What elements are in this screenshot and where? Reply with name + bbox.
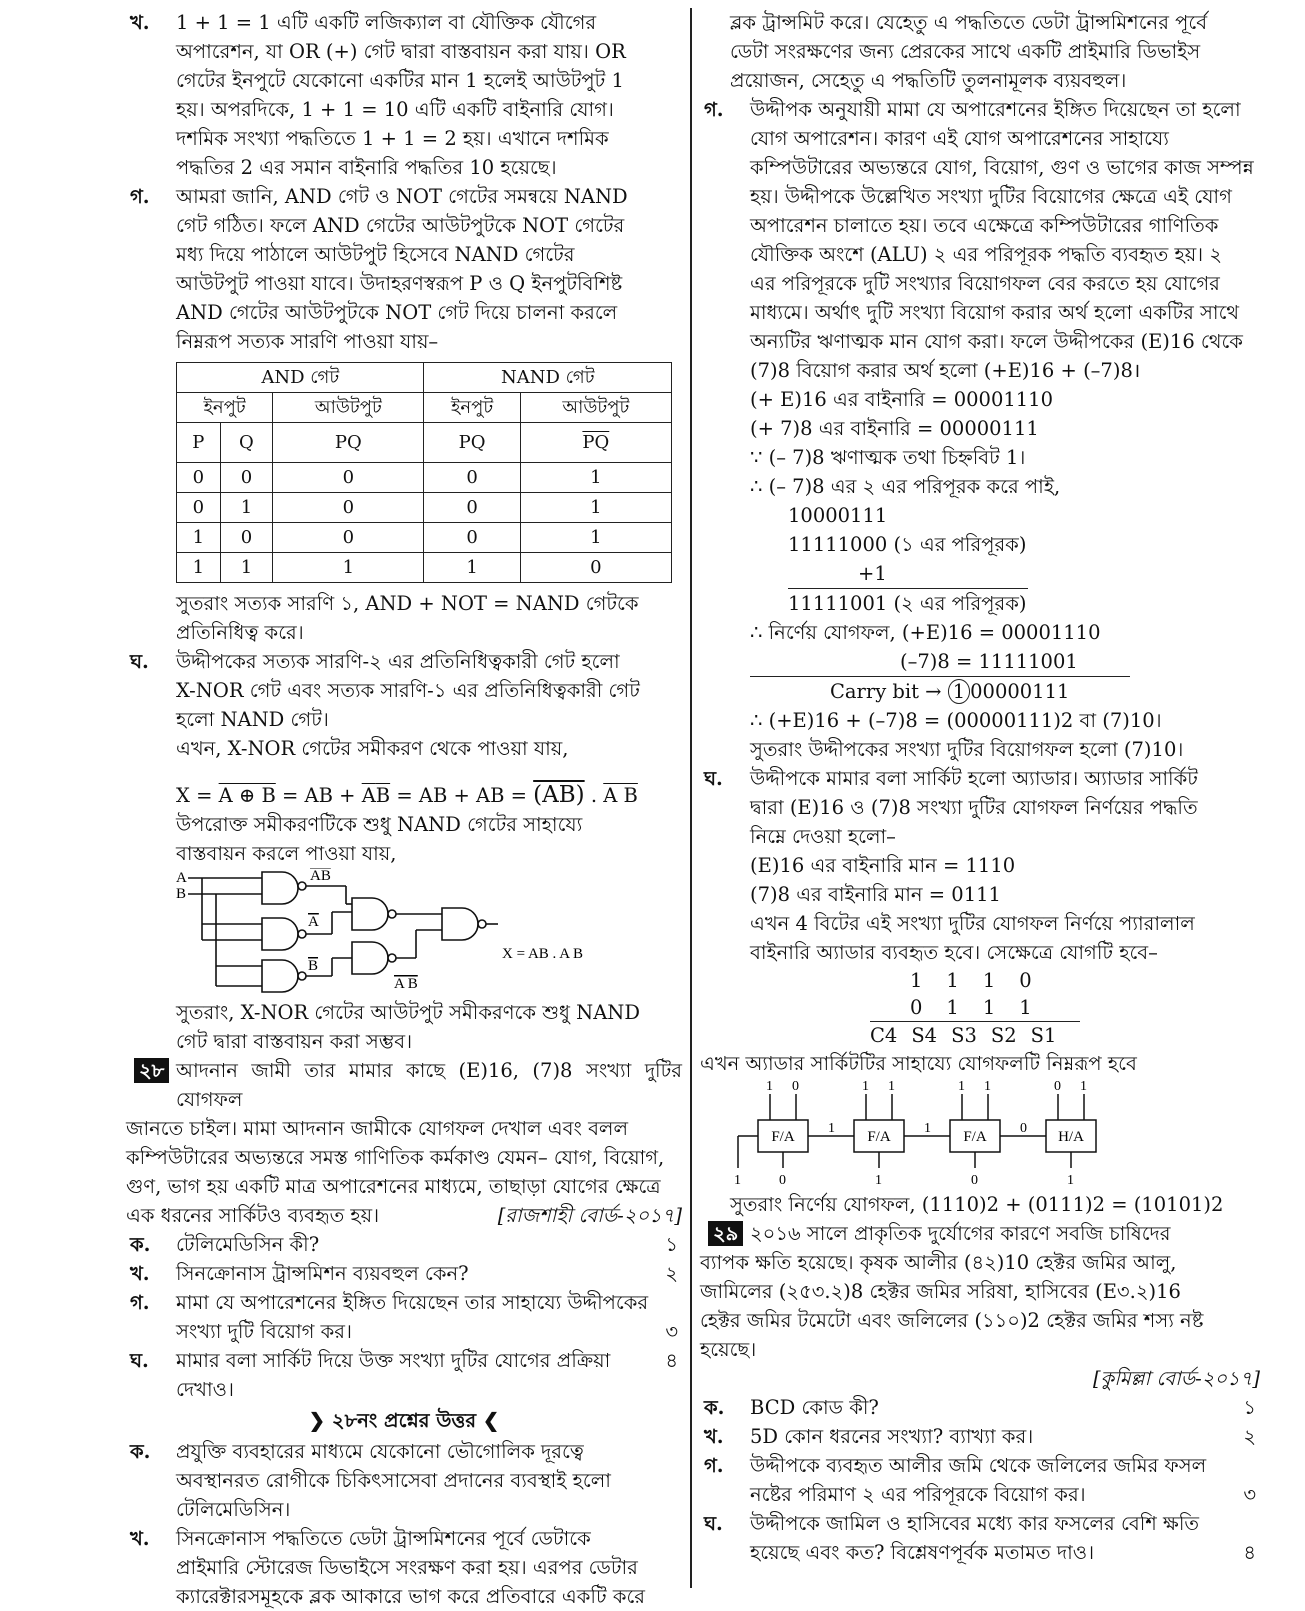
table-subheader: আউটপুট — [520, 393, 671, 423]
text-line: এখন 4 বিটের এই সংখ্যা দুটির যোগফল নির্ণয়ে প্যারালাল — [750, 912, 1195, 935]
carry-value: 0 — [1020, 1121, 1027, 1136]
item-label: খ. — [130, 1262, 150, 1285]
question-29 — [700, 1219, 1260, 1248]
item-label: ক. — [704, 1396, 725, 1419]
text-line: হয়েছে। — [700, 1338, 757, 1361]
table-cell: 1 — [520, 493, 671, 523]
text-line: জানতে চাইল। মামা আদনান জামীকে যোগফল দেখাল এবং বলল — [126, 1117, 628, 1140]
text-line: এর পরিপূরকে দুটি সংখ্যার বিয়োগফল বের করতে হয় যোগের — [750, 272, 1220, 295]
text-line: কম্পিউটারের অভ্যন্তরে সমস্ত গাণিতিক কর্মকাণ্ড যেমন– যোগ, বিয়োগ, — [126, 1146, 665, 1169]
adder-output: 0 — [779, 1173, 786, 1188]
subquestion-text: সিনক্রোনাস ট্রান্সমিশন ব্যয়বহুল কেন? — [176, 1262, 469, 1285]
mark: ৪ — [665, 1349, 678, 1372]
text-line: কম্পিউটারের অভ্যন্তরে যোগ, বিয়োগ, গুণ ও ভাগের কাজ সম্পন্ন — [750, 156, 1254, 179]
table-subheader: আউটপুট — [273, 393, 424, 423]
adder-input: 1 — [766, 1079, 773, 1094]
answer-ka-28 — [126, 1437, 682, 1524]
subquestion-text: 5D কোন ধরনের সংখ্যা? ব্যাখ্যা কর। — [750, 1425, 1034, 1448]
table-row — [177, 553, 672, 583]
text-line: এক ধরনের সার্কিটও ব্যবহৃত হয়। — [126, 1204, 380, 1227]
text-line: মধ্য দিয়ে পাঠালে আউটপুট হিসেবে NAND গেটের — [176, 243, 575, 266]
text-line: প্রতিনিধিত্ব করে। — [176, 621, 304, 644]
subquestion-text: উদ্দীপকে ব্যবহৃত আলীর জমি থেকে জলিলের জমির ফসল নষ্টের পরিমাণ ২ এর পরিপূরকে বিয়োগ কর। — [750, 1454, 1207, 1506]
text-line: হেক্টর জমির টমেটো এবং জলিলের (১১০)2 হেক্টর জমির শস্য নষ্ট — [700, 1309, 1204, 1332]
item-label: ঘ. — [704, 767, 723, 790]
text-line: 10000111 — [788, 504, 888, 527]
item-label: ক. — [130, 1440, 151, 1463]
question-28 — [126, 1056, 682, 1114]
text-line: 11111001 (২ এর পরিপূরক) — [788, 592, 1027, 615]
text-line: গুণ, ভাগ হয় একটি মাত্র অপারেশনের মাধ্যমে, তাছাড়া যোগের ক্ষেত্রে — [126, 1175, 661, 1198]
text-line: ক্যারেক্টারসমূহকে ব্লক আকারে ভাগ করে প্রতিবারে একটি করে — [176, 1585, 646, 1608]
text-line: গেটের ইনপুটে যেকোনো একটির মান 1 হলেই আউটপুট 1 — [176, 69, 624, 92]
text-line: সুতরাং, X-NOR গেটের আউটপুট সমীকরণকে শুধু NAND — [176, 1001, 640, 1024]
text-line: বাইনারি অ্যাডার ব্যবহৃত হবে। সেক্ষেত্রে যোগটি হবে– — [750, 941, 1158, 964]
digit: 0 — [910, 996, 923, 1019]
text-line: নিম্নে দেওয়া হলো– — [750, 825, 896, 848]
add-row — [870, 1022, 1260, 1049]
text-line: বাস্তবায়ন করলে পাওয়া যায়, — [176, 842, 397, 865]
eq-part: = AB + AB = — [396, 784, 527, 807]
subquestion — [700, 1451, 1260, 1509]
column-header: Q — [220, 423, 273, 463]
table-cell: 1 — [177, 553, 221, 583]
text-line: সুতরাং সত্যক সারণি ১, AND + NOT = NAND গেটকে — [176, 592, 639, 615]
table-cell: 0 — [273, 463, 424, 493]
truth-table — [176, 362, 672, 583]
circuit-label-abbar: A B — [394, 976, 418, 992]
text-line: হয়। অপরদিকে, 1 + 1 = 10 এটি একটি বাইনারি যোগ। — [176, 98, 614, 121]
item-label: গ. — [704, 1454, 724, 1477]
adder-input: 1 — [888, 1079, 895, 1094]
subquestion — [126, 1346, 682, 1404]
table-cell: 0 — [177, 463, 221, 493]
digit: 1 — [910, 969, 923, 992]
digit: 1 — [982, 969, 996, 992]
text-line: প্রাইমারি স্টোরেজ ডিভাইসে সংরক্ষণ করা হয়। এরপর ডেটার — [176, 1556, 638, 1579]
adder-output: 1 — [875, 1173, 882, 1188]
eq-part: A ⊕ B — [218, 784, 276, 807]
adder-input: 0 — [1054, 1079, 1061, 1094]
eq-part: (AB) — [533, 782, 585, 808]
complement-calc — [700, 501, 1260, 618]
subquestion — [700, 1509, 1260, 1567]
subquestion-text: উদ্দীপকে জামিল ও হাসিবের মধ্যে কার ফসলের বেশি ক্ষতি হয়েছে এবং কত? বিশ্লেষণপূর্বক মতামত দাও। — [750, 1512, 1200, 1564]
paragraph — [126, 589, 682, 647]
adder-input: 1 — [862, 1079, 869, 1094]
full-adder: F/A — [963, 1129, 987, 1145]
digit: 1 — [946, 969, 959, 992]
text-line: AND গেটের আউটপুটকে NOT গেট দিয়ে চালনা করলে — [176, 301, 618, 324]
item-label: খ. — [130, 11, 150, 34]
digit: S4 — [911, 1024, 938, 1047]
text-line: অপারেশন, যা OR (+) গেট দ্বারা বাস্তবায়ন করা যায়। OR — [176, 40, 626, 63]
digit: S3 — [951, 1024, 977, 1047]
item-label: ক. — [130, 1233, 151, 1256]
text-line: (7)8 বিয়োগ করার অর্থ হলো (+E)16 + (–7)8। — [750, 359, 1141, 382]
text-line: ব্লক ট্রান্সমিট করে। যেহেতু এ পদ্ধতিতে ডেটা ট্রান্সমিশনের পূর্বে — [730, 11, 1208, 34]
table-cell: 0 — [220, 463, 273, 493]
table-row — [177, 523, 672, 553]
table-cell: 0 — [177, 493, 221, 523]
text-line: যোগ অপারেশন। কারণ এই যোগ অপারেশনের সাহায্যে — [750, 127, 1169, 150]
carry-value: 1 — [828, 1121, 835, 1136]
table-cell: 0 — [273, 523, 424, 553]
question-number: ২৮ — [134, 1058, 169, 1083]
text-line: গেট দ্বারা বাস্তবায়ন করা সম্ভব। — [176, 1030, 413, 1053]
adder-output: 0 — [971, 1173, 978, 1188]
text-line: যৌক্তিক অংশে (ALU) ২ এর পরিপূরক পদ্ধতি ব্যবহৃত হয়। ২ — [750, 243, 1223, 266]
mark: ৩ — [665, 1320, 678, 1343]
item-label: ঘ. — [130, 1349, 149, 1372]
subquestion — [126, 1288, 682, 1346]
eq-part: $\overline{B}$ — [375, 784, 391, 807]
answer-heading: ❯ ২৮নং প্রশ্নের উত্তর ❮ — [308, 1409, 500, 1432]
eq-part: = AB + — [281, 784, 356, 807]
right-column — [700, 8, 1260, 1567]
mark: ৩ — [1243, 1483, 1256, 1506]
adder-output: 1 — [1067, 1173, 1074, 1188]
adder-output: 1 — [734, 1173, 741, 1188]
parallel-adder-diagram — [700, 1078, 1260, 1190]
text-line: আউটপুট পাওয়া যাবে। উদাহরণস্বরূপ P ও Q ইনপুটবিশিষ্ট — [176, 272, 623, 295]
continued-text — [700, 8, 1260, 95]
text-line: গেট গঠিত। ফলে AND গেটের আউটপুটকে NOT গেটের — [176, 214, 625, 237]
text-line: অপারেশন চালাতে হয়। তবে এক্ষেত্রে কম্পিউটারের গাণিতিক — [750, 214, 1219, 237]
item-label: খ. — [704, 1425, 724, 1448]
table-cell: 1 — [520, 523, 671, 553]
text-line: প্রযুক্তি ব্যবহারের মাধ্যমে যেকোনো ভৌগোলিক দূরত্বে — [176, 1440, 584, 1463]
text-line: উদ্দীপকের সত্যক সারণি-২ এর প্রতিনিধিত্বকারী গেট হলো — [176, 650, 620, 673]
mark: ১ — [1243, 1396, 1256, 1419]
xnor-equation — [126, 781, 682, 810]
table-cell: 1 — [424, 553, 520, 583]
eq-part: X = — [176, 784, 213, 807]
text-line: মাধ্যমে। অর্থাৎ দুটি সংখ্যা বিয়োগ করার অর্থ হলো একটির সাথে — [750, 301, 1240, 324]
adder-intro: এখন অ্যাডার সার্কিটটির সাহায্যে যোগফলটি নিম্নরূপ হবে — [700, 1052, 1137, 1075]
table-cell: 1 — [520, 463, 671, 493]
mark: ২ — [1243, 1425, 1256, 1448]
text-line: দশমিক সংখ্যা পদ্ধতিতে 1 + 1 = 2 হয়। এখানে দশমিক — [176, 127, 609, 150]
text-line: (7)8 এর বাইনারি মান = 0111 — [750, 883, 1001, 906]
text-line: সিনক্রোনাস পদ্ধতিতে ডেটা ট্রান্সমিশনের পূর্বে ডেটাকে — [176, 1527, 591, 1550]
text-line: উদ্দীপকে মামার বলা সার্কিট হলো অ্যাডার। অ্যাডার সার্কিট — [750, 767, 1198, 790]
text-line: পদ্ধতির 2 এর সমান বাইনারি পদ্ধতির 10 হয়েছে। — [176, 156, 557, 179]
half-adder: H/A — [1058, 1129, 1084, 1145]
answer-gha-27 — [126, 647, 682, 763]
nand-xnor-circuit — [126, 868, 682, 998]
text-line: সুতরাং উদ্দীপকের সংখ্যা দুটির বিয়োগফল হলো (7)10। — [750, 738, 1184, 761]
digit: 1 — [946, 996, 959, 1019]
add-row — [870, 994, 1080, 1022]
board-tag: [রাজশাহী বোর্ড-২০১৭] — [497, 1204, 682, 1227]
sum-calc — [700, 618, 1260, 706]
subquestion-text: মামা যে অপারেশনের ইঙ্গিত দিয়েছেন তার সাহায্যে উদ্দীপকের সংখ্যা দুটি বিয়োগ কর। — [176, 1291, 649, 1343]
table-subheader: ইনপুট — [424, 393, 520, 423]
table-row — [177, 463, 672, 493]
answer-ga-28 — [700, 95, 1260, 501]
circuit-output: X = AB . A B — [502, 946, 583, 962]
item-label: খ. — [130, 1527, 150, 1550]
add-row — [870, 967, 1260, 994]
answer-gha-28 — [700, 764, 1260, 967]
binary-addition — [700, 967, 1260, 1049]
column-header: $\overline{PQ}$ — [520, 423, 671, 463]
text-line: হয়। উদ্দীপকে উল্লেখিত সংখ্যা দুটির বিয়োগের ক্ষেত্রে এই যোগ — [750, 185, 1232, 208]
text-line: (–7)8 = 11111001 — [750, 647, 1130, 677]
question-number: ২৯ — [708, 1221, 743, 1246]
subquestion — [700, 1422, 1260, 1451]
text-line: +1 — [858, 562, 887, 585]
paragraph — [126, 998, 682, 1056]
column-header: PQ — [424, 423, 520, 463]
table-cell: 1 — [177, 523, 221, 553]
item-label: গ. — [130, 185, 150, 208]
digit: C4 — [870, 1024, 898, 1047]
text-line: X-NOR গেট এবং সত্যক সারণি-১ এর প্রতিনিধিত্বকারী গেট — [176, 679, 640, 702]
answer-kha-27 — [126, 8, 682, 182]
adder-input: 1 — [958, 1079, 965, 1094]
item-label: গ. — [130, 1291, 150, 1314]
final-sum: সুতরাং নির্ণেয় যোগফল, (1110)2 + (0111)2 = (10101)2 — [730, 1193, 1224, 1216]
table-cell: 0 — [220, 523, 273, 553]
carry-label: Carry bit — [830, 680, 919, 703]
text-line: অন্যটির ঋণাত্মক মান যোগ করা। ফলে উদ্দীপকের (E)16 থেকে — [750, 330, 1243, 353]
text-line: ২০১৬ সালে প্রাকৃতিক দুর্যোগের কারণে সবজি চাষিদের — [750, 1222, 1171, 1245]
text-line: ∴ (+E)16 + (–7)8 = (00000111)2 বা (7)10। — [750, 709, 1162, 732]
subquestion — [700, 1393, 1260, 1422]
arrow-icon: → — [925, 680, 942, 703]
digit: 1 — [982, 996, 996, 1019]
subquestion — [126, 1259, 682, 1288]
eq-part: . — [590, 784, 598, 807]
carry-digit: 1 — [948, 679, 970, 704]
digit: 1 — [1019, 996, 1032, 1019]
text-line: ডেটা সংরক্ষণের জন্য প্রেরকের সাথে একটি প্রাইমারি ডিভাইস — [730, 40, 1201, 63]
column-divider — [690, 8, 692, 1588]
left-column — [126, 8, 682, 1611]
text-line: 11111000 (১ এর পরিপূরক) — [788, 533, 1027, 556]
text-line: (+ E)16 এর বাইনারি = 00001110 — [750, 388, 1053, 411]
table-group-header: AND গেট — [177, 363, 424, 393]
carry-row — [750, 677, 1260, 706]
table-cell: 1 — [220, 493, 273, 523]
adder-input: 1 — [1080, 1079, 1087, 1094]
table-cell: 1 — [220, 553, 273, 583]
result — [700, 706, 1260, 764]
table-cell: 0 — [273, 493, 424, 523]
item-label: ঘ. — [130, 650, 149, 673]
text-line: (E)16 এর বাইনারি মান = 1110 — [750, 854, 1016, 877]
eq-part: $\overline{A}$ — [361, 784, 376, 807]
item-label: ঘ. — [704, 1512, 723, 1535]
text-line: 00000111 — [970, 680, 1070, 703]
text-line: প্রয়োজন, সেহেতু এ পদ্ধতিটি তুলনামূলক ব্যয়বহুল। — [730, 69, 1127, 92]
question-28-stem — [126, 1114, 682, 1230]
adder-input: 0 — [792, 1079, 799, 1094]
subquestion-text: টেলিমেডিসিন কী? — [176, 1233, 320, 1256]
table-group-header: NAND গেট — [424, 363, 672, 393]
paragraph — [126, 810, 682, 868]
text-line: 1 + 1 = 1 এটি একটি লজিক্যাল বা যৌক্তিক যৌগের — [176, 11, 597, 34]
text-line: দ্বারা (E)16 ও (7)8 সংখ্যা দুটির যোগফল নির্ণয়ের পদ্ধতি — [750, 796, 1198, 819]
text-line: (+ 7)8 এর বাইনারি = 00000111 — [750, 417, 1039, 440]
text-line: হলো NAND গেট। — [176, 708, 329, 731]
text-line: এখন, X-NOR গেটের সমীকরণ থেকে পাওয়া যায়, — [176, 737, 569, 760]
text-line: উপরোক্ত সমীকরণটিকে শুধু NAND গেটের সাহায্যে — [176, 813, 583, 836]
text-line: ∵ (– 7)8 ঋণাত্মক তথা চিহ্নবিট 1। — [750, 446, 1026, 469]
text-line: উদ্দীপক অনুযায়ী মামা যে অপারেশনের ইঙ্গিত দিয়েছেন তা হলো — [750, 98, 1241, 121]
text-line: অবস্থানরত রোগীকে চিকিৎসাসেবা প্রদানের ব্যবস্থাই হলো — [176, 1469, 611, 1492]
circuit-label-ab: AB — [310, 868, 331, 884]
full-adder: F/A — [867, 1129, 891, 1145]
eq-part: A B — [603, 784, 638, 807]
circuit-label-abar: A — [308, 914, 319, 930]
answer-ga-27 — [126, 182, 682, 356]
table-cell: 0 — [520, 553, 671, 583]
table-row — [177, 493, 672, 523]
board-tag: [কুমিল্লা বোর্ড-২০১৭] — [1092, 1367, 1260, 1390]
question-29-stem — [700, 1248, 1260, 1393]
text-line: ∴ (– 7)8 এর ২ এর পরিপূরক করে পাই, — [750, 475, 1061, 498]
table-cell: 0 — [424, 463, 520, 493]
table-cell: 0 — [424, 523, 520, 553]
column-header: P — [177, 423, 221, 463]
mark: ১ — [665, 1233, 678, 1256]
circuit-label-bbar: B — [308, 958, 319, 974]
table-subheader: ইনপুট — [177, 393, 273, 423]
text-line-with-board — [126, 1201, 682, 1230]
answer-kha-28 — [126, 1524, 682, 1611]
item-label: গ. — [704, 98, 724, 121]
circuit-input-a: A — [176, 870, 187, 886]
circuit-input-b: B — [176, 886, 187, 902]
full-adder: F/A — [771, 1129, 795, 1145]
table-cell: 1 — [273, 553, 424, 583]
text-line: আমরা জানি, AND গেট ও NOT গেটের সমন্বয়ে NAND — [176, 185, 628, 208]
digit: S2 — [990, 1024, 1017, 1047]
text-line: ∴ নির্ণেয় যোগফল, (+E)16 = 00001110 — [750, 621, 1101, 644]
text-line: ব্যাপক ক্ষতি হয়েছে। কৃষক আলীর (৪২)10 হেক্টর জমির আলু, — [700, 1251, 1177, 1274]
subquestion-text: মামার বলা সার্কিট দিয়ে উক্ত সংখ্যা দুটির যোগের প্রক্রিয়া দেখাও। — [176, 1349, 611, 1401]
text-line: টেলিমেডিসিন। — [176, 1498, 291, 1521]
mark: ৪ — [1243, 1541, 1256, 1564]
text-line: জামিলের (২৫৩.২)8 হেক্টর জমির সরিষা, হাসিবের (E৩.২)16 — [700, 1280, 1181, 1303]
table-cell: 0 — [424, 493, 520, 523]
mark: ২ — [665, 1262, 678, 1285]
text-line: আদনান জামী তার মামার কাছে (E)16, (7)8 সংখ্যা দুটির যোগফল — [176, 1059, 682, 1111]
text-line: নিম্নরূপ সত্যক সারণি পাওয়া যায়– — [176, 330, 439, 353]
column-header: PQ — [273, 423, 424, 463]
digit: S1 — [1030, 1024, 1057, 1047]
subquestion-text: BCD কোড কী? — [750, 1396, 879, 1419]
subquestion — [126, 1230, 682, 1259]
digit: 0 — [1019, 969, 1032, 992]
carry-value: 1 — [924, 1121, 931, 1136]
adder-input: 1 — [984, 1079, 991, 1094]
